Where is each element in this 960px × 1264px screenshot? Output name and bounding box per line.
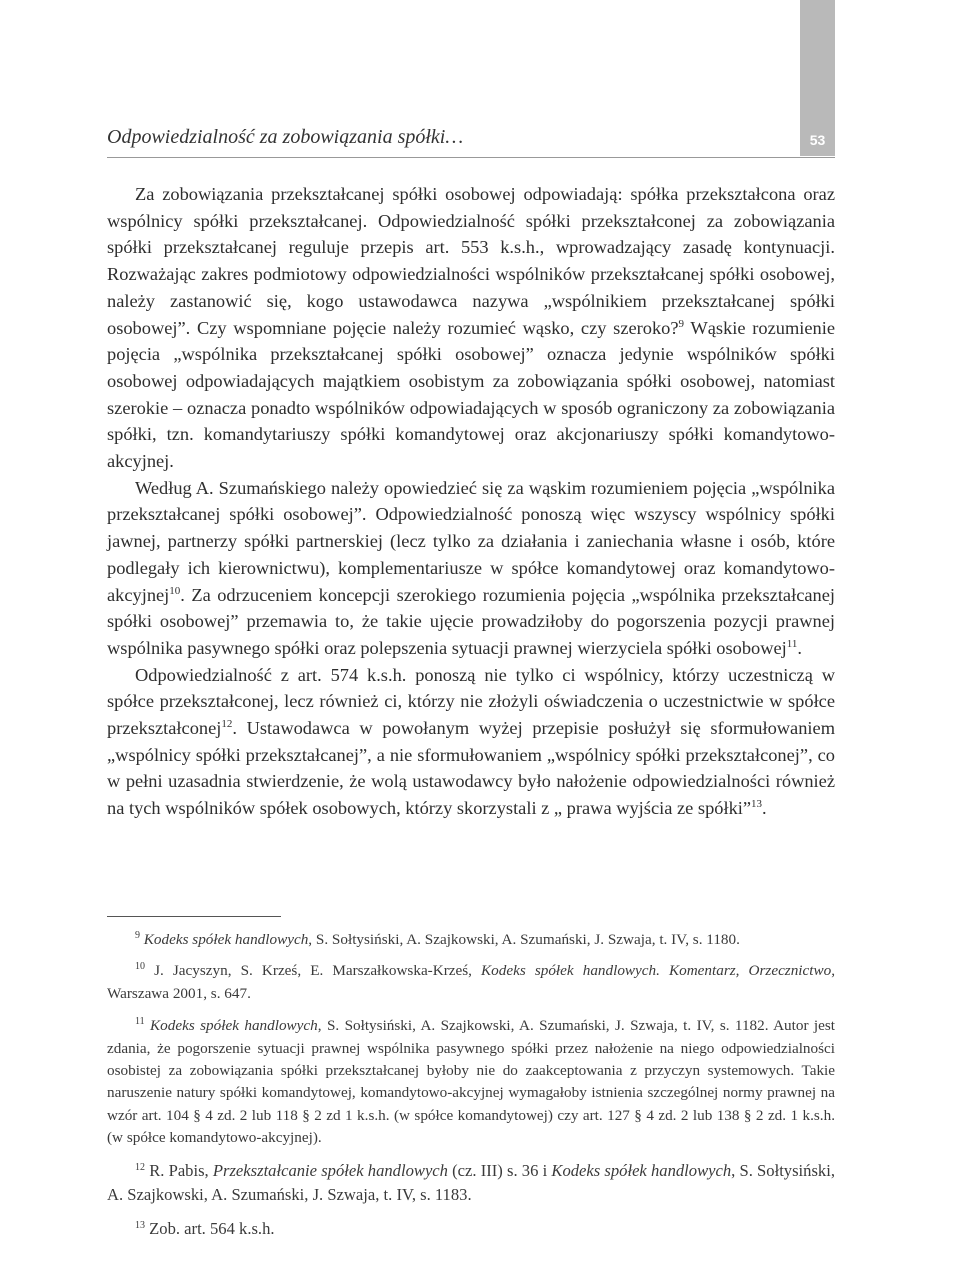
main-text: [107, 181, 835, 822]
footnote-10: $^{10}$ J. Jacyszyn, S. Krześ, E. Marszałkowska-Krześ, Kodeks spółek handlowych. Komentarz, Orzecznictwo, Warszawa 2001, s. 647.: [107, 961, 836, 1002]
footnote-9: $^9$ Kodeks spółek handlowych, S. Sołtysiński, A. Szajkowski, A. Szumański, J. Szwaja, t. IV, s. 1180.: [135, 930, 740, 948]
footnote-ref-11[interactable]: 11: [786, 637, 798, 650]
footnote-ref-12[interactable]: 12: [221, 718, 233, 731]
footnote-ref-13[interactable]: 13: [751, 798, 763, 811]
paragraph-1: Za zobowiązania przekształcanej spółki osobowej odpowiadają: spółka przekształcona oraz wspólnicy spółki przekształcanej. Odpowiedzialność spółki przekształconej za zobowiązania spółki przekształcanej reguluje przepis art. 553 k.s.h., wprowadzający zasadę kontynuacji. Rozważając zakres podmiotowy odpowiedzialności wspólników przekształcanej spółki osobowej, należy zastanowić się, kogo ustawodawca nazywa „wspólnikiem przekształcanej spółki osobowej”. Czy wspomniane pojęcie należy rozumieć wąsko, czy szeroko?$^9$ Wąskie rozumienie pojęcia „wspólnika przekształcanej spółki osobowej” oznacza jedynie wspólników spółki osobowej odpowiadających majątkiem osobistym za zobowiązania spółki osobowej, natomiast szerokie – oznacza ponadto wspólników odpowiadających w sposób ograniczony za zobowiązania spółki, tzn. komandytariuszy spółki komandytowej oraz akcjonariuszy spółki komandytowo-akcyjnej.: [107, 184, 835, 472]
page-number: 53: [809, 132, 826, 148]
footnote-12: $^{12}$ R. Pabis, Przekształcanie spółek handlowych (cz. III) s. 36 i Kodeks spółek handlowych, S. Sołtysiński, A. Szajkowski, A. Szumański, J. Szwaja, t. IV, s. 1183.: [107, 1160, 835, 1205]
footnote-ref-10[interactable]: 10: [169, 584, 181, 597]
footnote-ref-9[interactable]: 9: [678, 317, 685, 330]
running-title: Odpowiedzialność za zobowiązania spółki…: [107, 126, 464, 148]
paragraph-2: Według A. Szumańskiego należy opowiedzieć się za wąskim rozumieniem pojęcia „wspólnika przekształcanej spółki osobowej”. Odpowiedzialność ponoszą więc wszyscy wspólnicy spółki jawnej, partnerzy spółki partnerskiej (lecz tylko za działania i zaniechania własne i osób, które podlegały ich kierownictwu), komplementariusze w spółce komandytowej oraz komandytowo-akcyjnej$^{10}$. Za odrzuceniem koncepcji szerokiego rozumienia pojęcia „wspólnika przekształcanej spółki osobowej” przemawia to, że takie ujęcie prowadziłoby do pogorszenia pozycji prawnej wspólnika pasywnego spółki oraz polepszenia sytuacji prawnej wierzyciela spółki osobowej$^{11}$.: [107, 477, 835, 658]
paragraph-3: Odpowiedzialność z art. 574 k.s.h. ponoszą nie tylko ci wspólnicy, którzy uczestniczą w spółce przekształconej, lecz również ci, którzy nie złożyli oświadczenia o uczestnictwie w spółce przekształconej$^{12}$. Ustawodawca w powołanym wyżej przepisie posłużył się sformułowaniem „wspólnicy spółki przekształcanej”, a nie sformułowaniem „wspólnicy spółki przekształconej”, co w pełni uzasadnia stwierdzenie, że wolą ustawodawcy było nałożenie odpowiedzialności również na tych wspólników spółek osobowych, którzy skorzystali z „ prawa wyjścia ze spółki”$^{13}$.: [107, 664, 835, 819]
page-number-tab: [800, 0, 835, 156]
footnote-11: $^{11}$ Kodeks spółek handlowych, S. Sołtysiński, A. Szajkowski, A. Szumański, J. Szwaja, t. IV, s. 1182. Autor jest zdania, że pogorszenie sytuacji prawnej wspólnika pasywnego spółki przez nałożenie na niego odpowiedzialności osobistej za zobowiązania spółki przekształcanej byłoby nie do zaakceptowania z przyczyn systemowych. Takie naruszenie natury spółki komandytowej, komandytowo-akcyjnej wymagałoby istnienia szczególnej normy prawnej na wzór art. 104 § 4 zd. 2 lub 118 § 2 zd 1 k.s.h. (w spółce komandytowej) czy art. 127 § 4 zd. 2 lub 138 § 2 zd. 1 k.s.h. (w spółce komandytowo-akcyjnej).: [107, 1016, 836, 1147]
header-divider: [107, 157, 835, 158]
footnote-divider: [107, 916, 281, 917]
footnote-13: $^{13}$ Zob. art. 564 k.s.h.: [135, 1218, 275, 1238]
footnotes: [107, 929, 835, 1241]
